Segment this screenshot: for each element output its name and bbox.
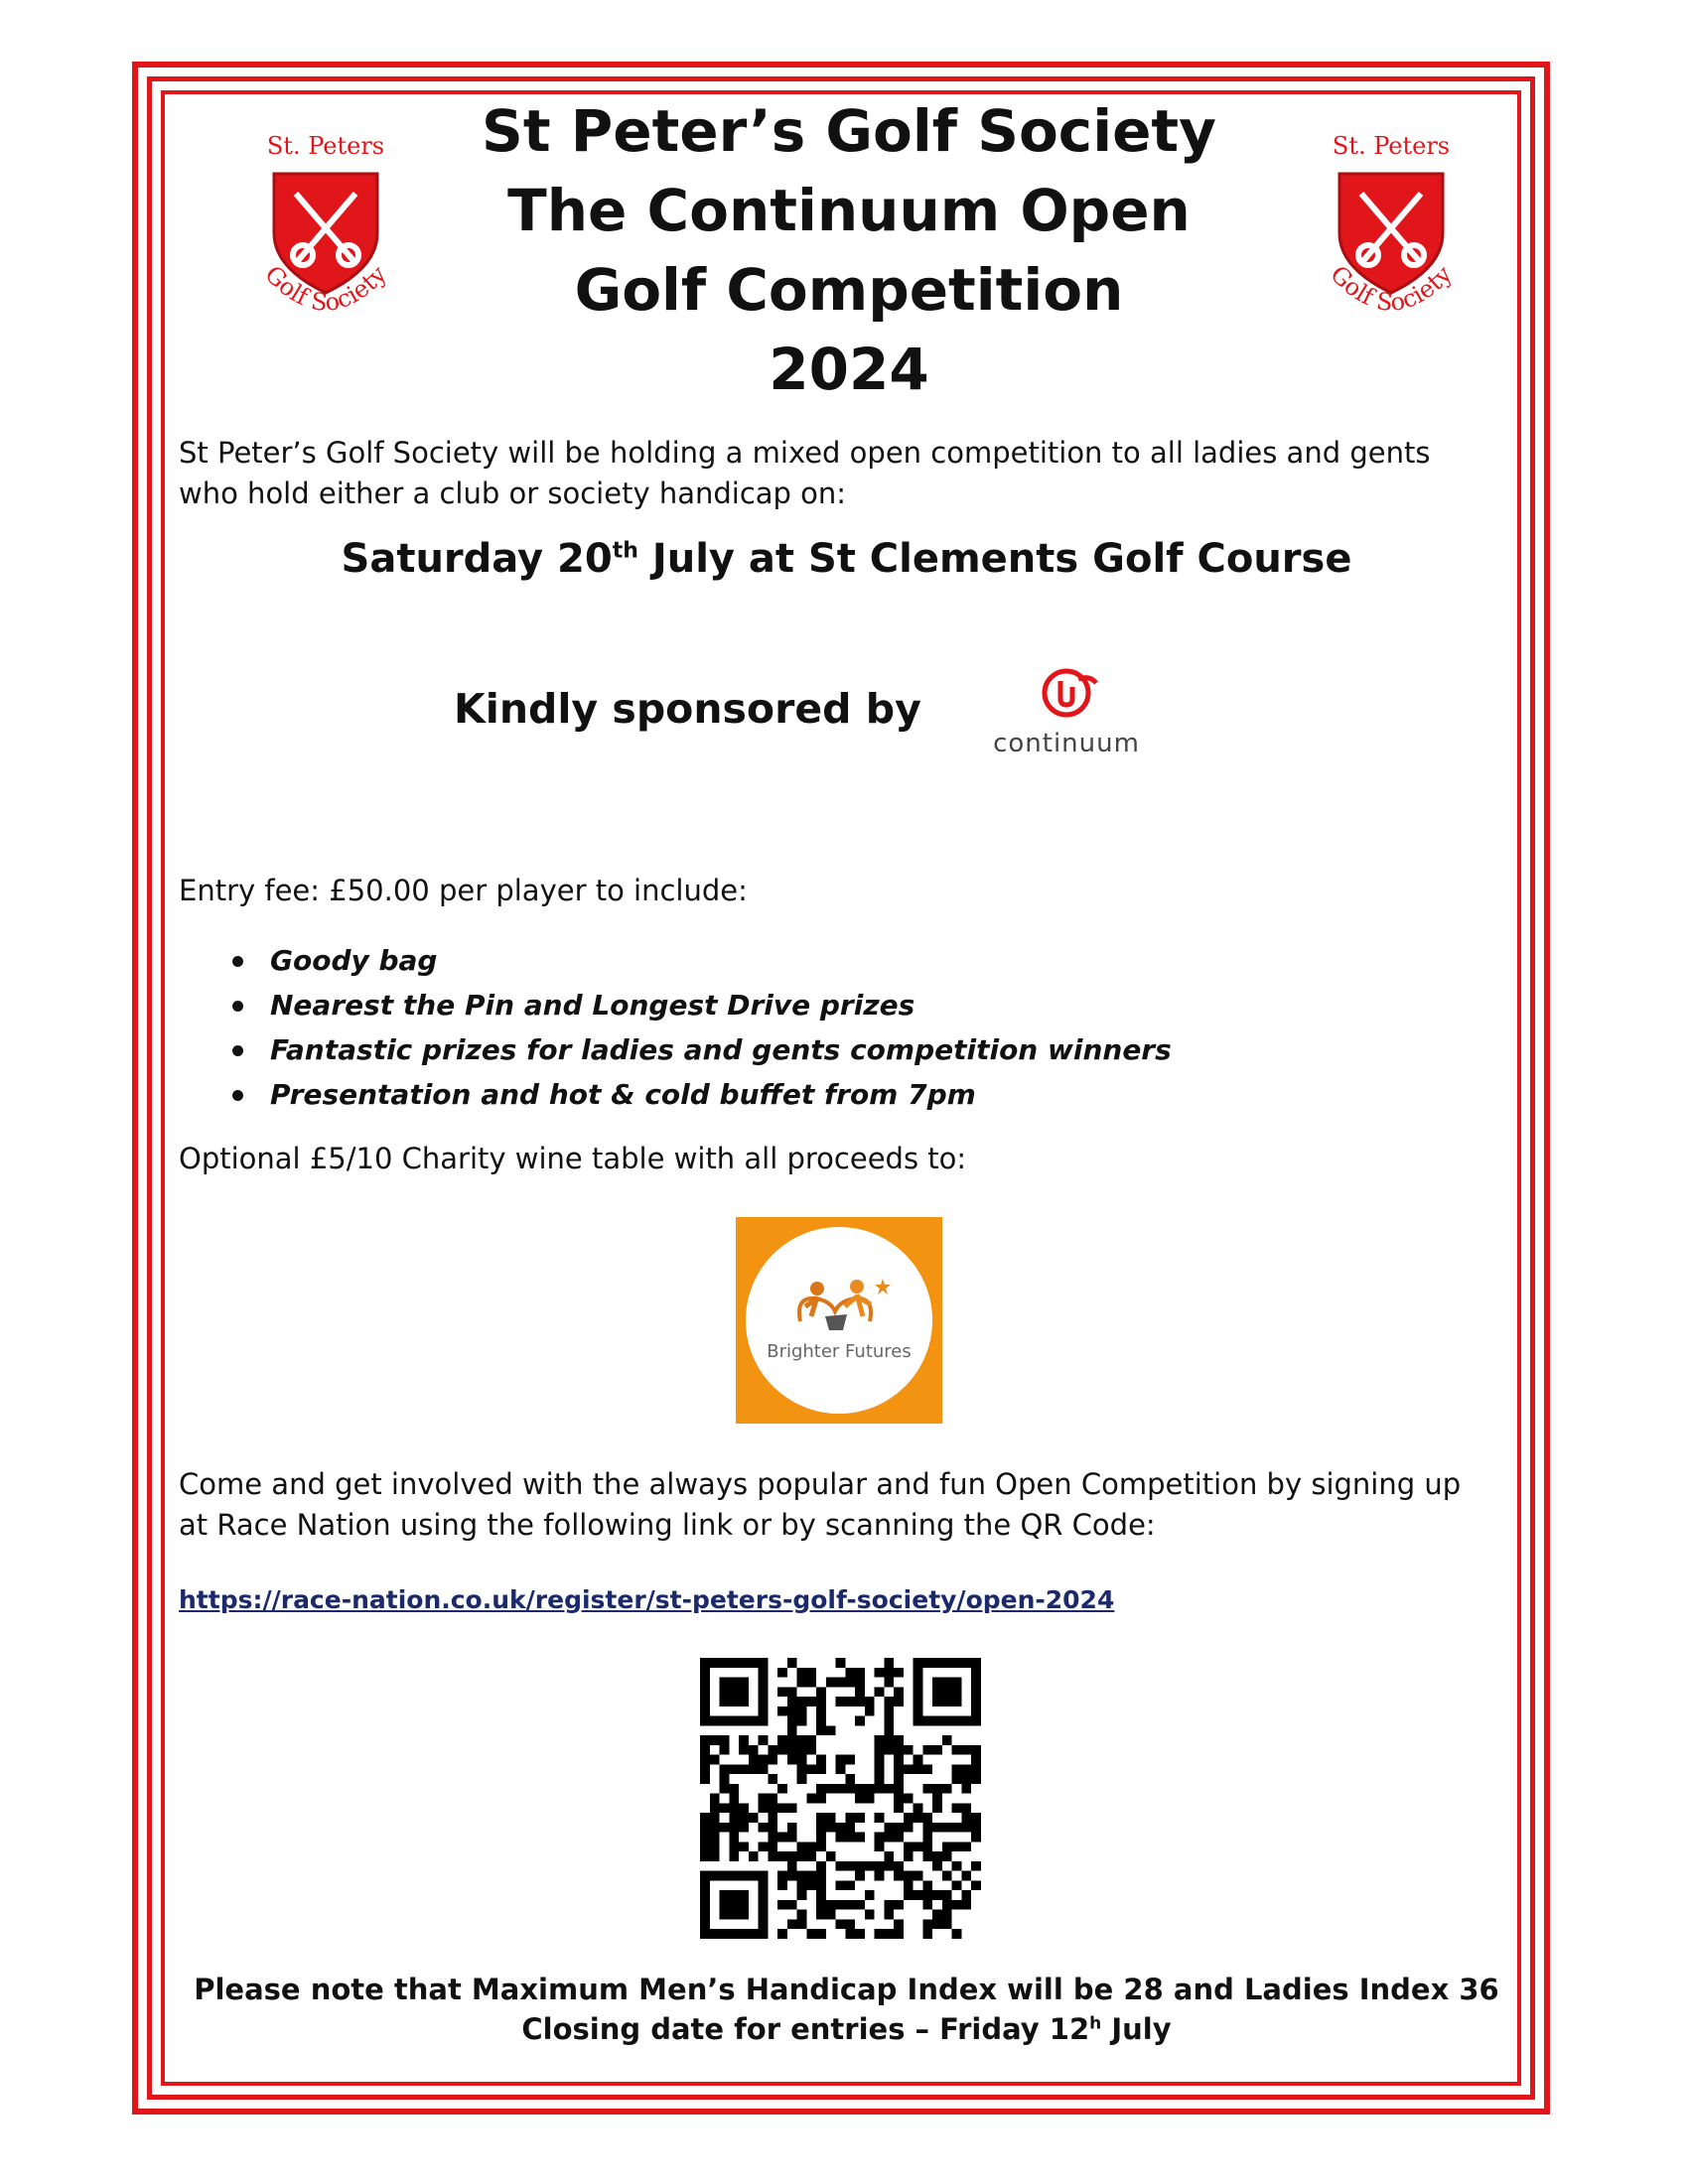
figures-heart-icon — [799, 1279, 891, 1330]
event-date-prefix: Saturday 20 — [341, 536, 613, 582]
title-line: St Peter’s Golf Society — [482, 97, 1216, 165]
event-date-heading — [179, 536, 1514, 582]
intro-paragraph — [179, 433, 1499, 514]
event-date-ordinal: th — [612, 538, 638, 564]
list-item: Fantastic prizes for ladies and gents competition winners — [238, 1027, 1172, 1072]
title-line: Golf Competition — [574, 256, 1124, 324]
signup-line: Come and get involved with the always popular and fun Open Competition by signing up — [179, 1467, 1462, 1501]
footer-notes — [179, 1970, 1514, 2049]
intro-line: who hold either a club or society handicap on: — [179, 477, 847, 510]
sponsor-logo-text: continuum — [993, 729, 1140, 758]
entry-fee-text: Entry fee: £50.00 per player to include: — [179, 874, 748, 907]
crest-top-text: St. Peters — [266, 132, 385, 160]
handicap-note: Please note that Maximum Men’s Handicap Index will be 28 and Ladies Index 36 — [194, 1973, 1499, 2006]
charity-logo — [736, 1217, 942, 1424]
list-item: Nearest the Pin and Longest Drive prizes — [238, 983, 1172, 1027]
crest-bottom-text: Golf Society — [1325, 260, 1458, 318]
title-line: The Continuum Open — [507, 177, 1191, 244]
society-crest-left — [256, 129, 395, 338]
signup-line: at Race Nation using the following link or by scanning the QR Code: — [179, 1508, 1156, 1542]
list-item: Presentation and hot & cold buffet from 7pm — [238, 1072, 1172, 1117]
charity-text: Optional £5/10 Charity wine table with all proceeds to: — [179, 1142, 967, 1175]
charity-logo-circle — [746, 1227, 932, 1414]
charity-logo-text: Brighter Futures — [767, 1341, 912, 1362]
crest-bottom-text: Golf Society — [259, 260, 392, 318]
sponsor-label: Kindly sponsored by — [454, 685, 921, 733]
closing-date-ordinal: h — [1089, 2013, 1102, 2034]
society-crest-right — [1322, 129, 1461, 338]
continuum-loop-icon — [1045, 671, 1096, 715]
closing-date-suffix: July — [1101, 2012, 1172, 2046]
inclusions-list — [238, 938, 1172, 1117]
closing-date-note — [179, 2009, 1514, 2049]
list-item: Goody bag — [238, 938, 1172, 983]
closing-date-prefix: Closing date for entries – Friday 12 — [521, 2012, 1090, 2046]
signup-paragraph — [179, 1464, 1514, 1546]
crest-top-text: St. Peters — [1332, 132, 1451, 160]
intro-line: St Peter’s Golf Society will be holding a mixed open competition to all ladies and gents — [179, 436, 1431, 470]
event-date-suffix: July at St Clements Golf Course — [637, 536, 1352, 582]
registration-link[interactable]: https://race-nation.co.uk/register/st-peters-golf-society/open-2024 — [179, 1585, 1115, 1614]
qr-code — [700, 1658, 981, 1939]
page-title — [397, 91, 1301, 409]
title-line: 2024 — [769, 336, 929, 403]
